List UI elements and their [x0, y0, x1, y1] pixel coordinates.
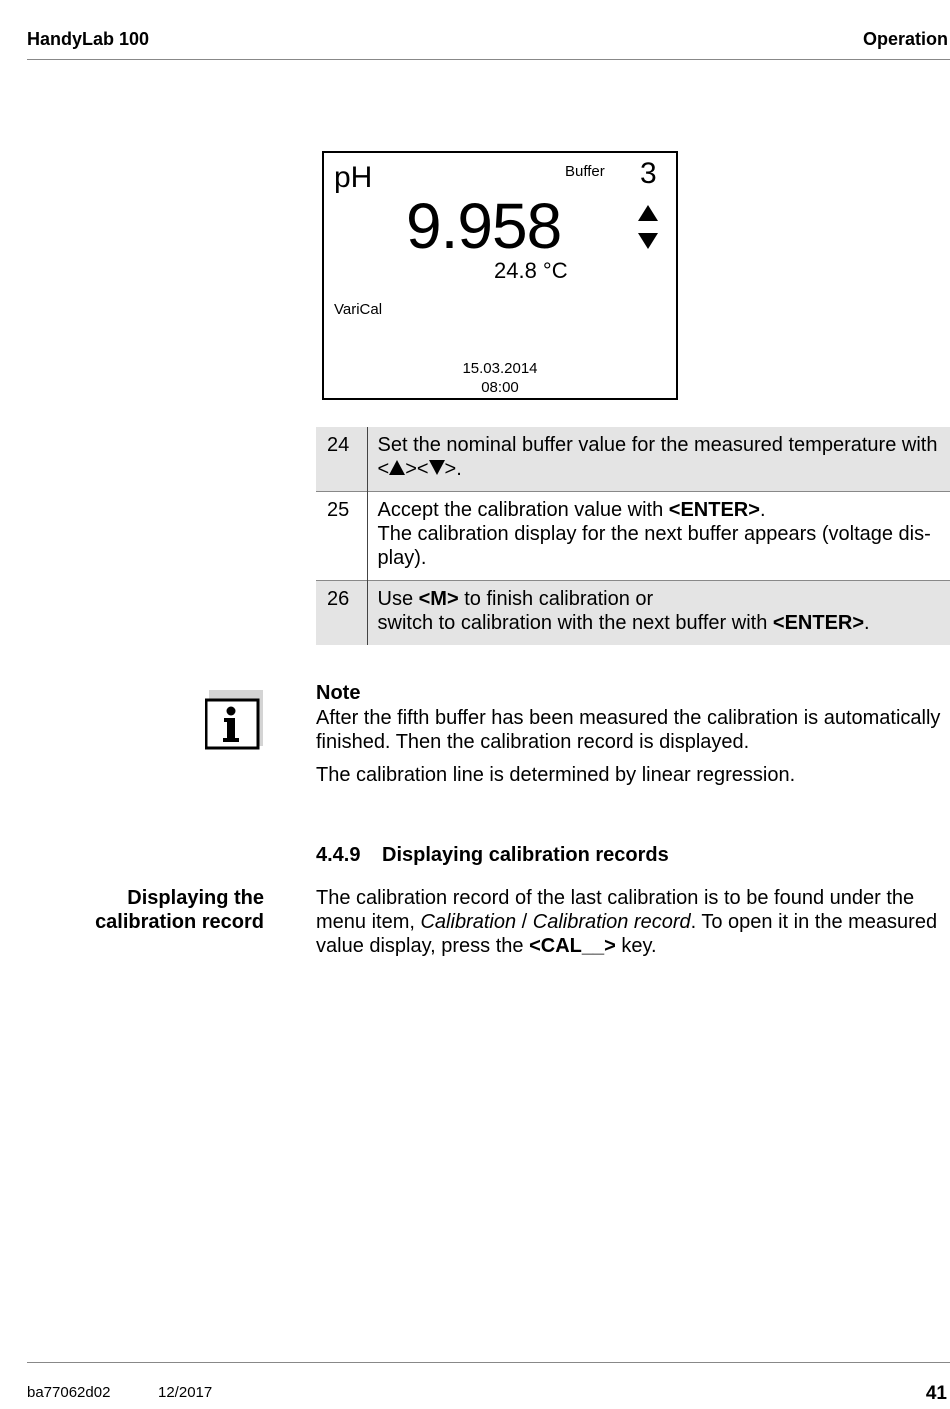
body-text-run: / — [516, 911, 533, 933]
step-text-run: Accept the calibration value with — [377, 499, 669, 521]
display-arrows — [637, 205, 659, 251]
step-number: 25 — [316, 492, 367, 581]
enter-key-label: <ENTER> — [668, 499, 760, 521]
arrow-down-icon — [638, 233, 658, 249]
step-text-run: . — [759, 499, 766, 521]
footer-rule — [27, 1362, 950, 1363]
display-time: 08:00 — [481, 379, 519, 396]
display-parameter: pH — [334, 161, 373, 194]
step-number: 26 — [316, 581, 367, 646]
body-text-run: The calibration record of the last calibration is to be found under the menu item, — [316, 887, 915, 933]
table-row — [316, 427, 950, 492]
header-manual-title: HandyLab 100 — [27, 29, 150, 49]
margin-heading-line-1: Displaying the — [127, 887, 264, 909]
table-row — [316, 492, 950, 581]
section-number: 4.4.9 — [316, 844, 361, 866]
body-text-run: key. — [615, 935, 657, 957]
header-chapter-title: Operation — [862, 29, 948, 49]
step-number: 24 — [316, 427, 367, 492]
key-bracket: < — [377, 458, 390, 480]
step-26-line-2 — [378, 611, 943, 635]
table-row — [316, 581, 950, 646]
step-text-run: Use — [377, 588, 419, 610]
key-bracket: >. — [444, 458, 462, 480]
step-25-line-2: The calibration display for the next buffer appears (voltage dis- — [377, 523, 931, 545]
step-text — [367, 427, 950, 492]
step-25-line-3: play). — [377, 547, 427, 569]
step-text-run: switch to calibration with the next buffer with — [377, 612, 773, 634]
display-date: 15.03.2014 — [462, 360, 538, 377]
cal-key-label: <CAL__> — [529, 935, 616, 957]
note-title: Note — [316, 682, 361, 704]
page-number: 41 — [925, 1383, 947, 1404]
display-measured-value: 9.958 — [406, 190, 562, 262]
footer-doc-id: ba77062d02 — [27, 1384, 111, 1401]
step-24-line-2 — [378, 457, 943, 481]
menu-item-calibration-record: Calibration record — [532, 911, 691, 933]
step-text-run: . — [864, 612, 870, 634]
note-paragraph-1: After the fifth buffer has been measured the calibration is automatically finished. Then the calibration record is displayed. — [316, 707, 941, 753]
section-heading: Displaying calibration records — [382, 844, 669, 866]
menu-item-calibration: Calibration — [420, 911, 517, 933]
margin-heading-line-2: calibration record — [95, 911, 264, 933]
m-key-label: <M> — [418, 588, 459, 610]
display-buffer-label: Buffer — [565, 163, 605, 180]
display-temperature: 24.8 °C — [494, 258, 568, 283]
footer-date: 12/2017 — [158, 1384, 213, 1401]
step-26-line-1 — [378, 587, 943, 611]
note-paragraph-2: The calibration line is determined by linear regression. — [316, 764, 796, 786]
calibration-steps-table — [316, 427, 950, 645]
header-rule — [27, 59, 950, 60]
display-buffer-number: 3 — [640, 157, 657, 190]
up-arrow-key-icon — [389, 460, 405, 475]
section-body — [316, 886, 950, 958]
body-text-run: . To open it in the measured value display, press the — [316, 911, 938, 957]
arrow-up-icon — [638, 205, 658, 221]
display-calibration-mode: VariCal — [334, 301, 383, 318]
down-arrow-key-icon — [429, 460, 445, 475]
step-text — [367, 492, 950, 581]
enter-key-label: <ENTER> — [772, 612, 865, 634]
step-text — [367, 581, 950, 646]
section-title — [316, 844, 669, 867]
info-icon — [205, 690, 263, 750]
step-24-line-1: Set the nominal buffer value for the measured temperature with — [377, 434, 938, 456]
step-text-run: to finish calibration or — [458, 588, 654, 610]
meter-display — [322, 151, 678, 400]
key-bracket: >< — [405, 458, 429, 480]
step-25-line-1 — [378, 498, 943, 522]
margin-heading — [40, 886, 264, 934]
